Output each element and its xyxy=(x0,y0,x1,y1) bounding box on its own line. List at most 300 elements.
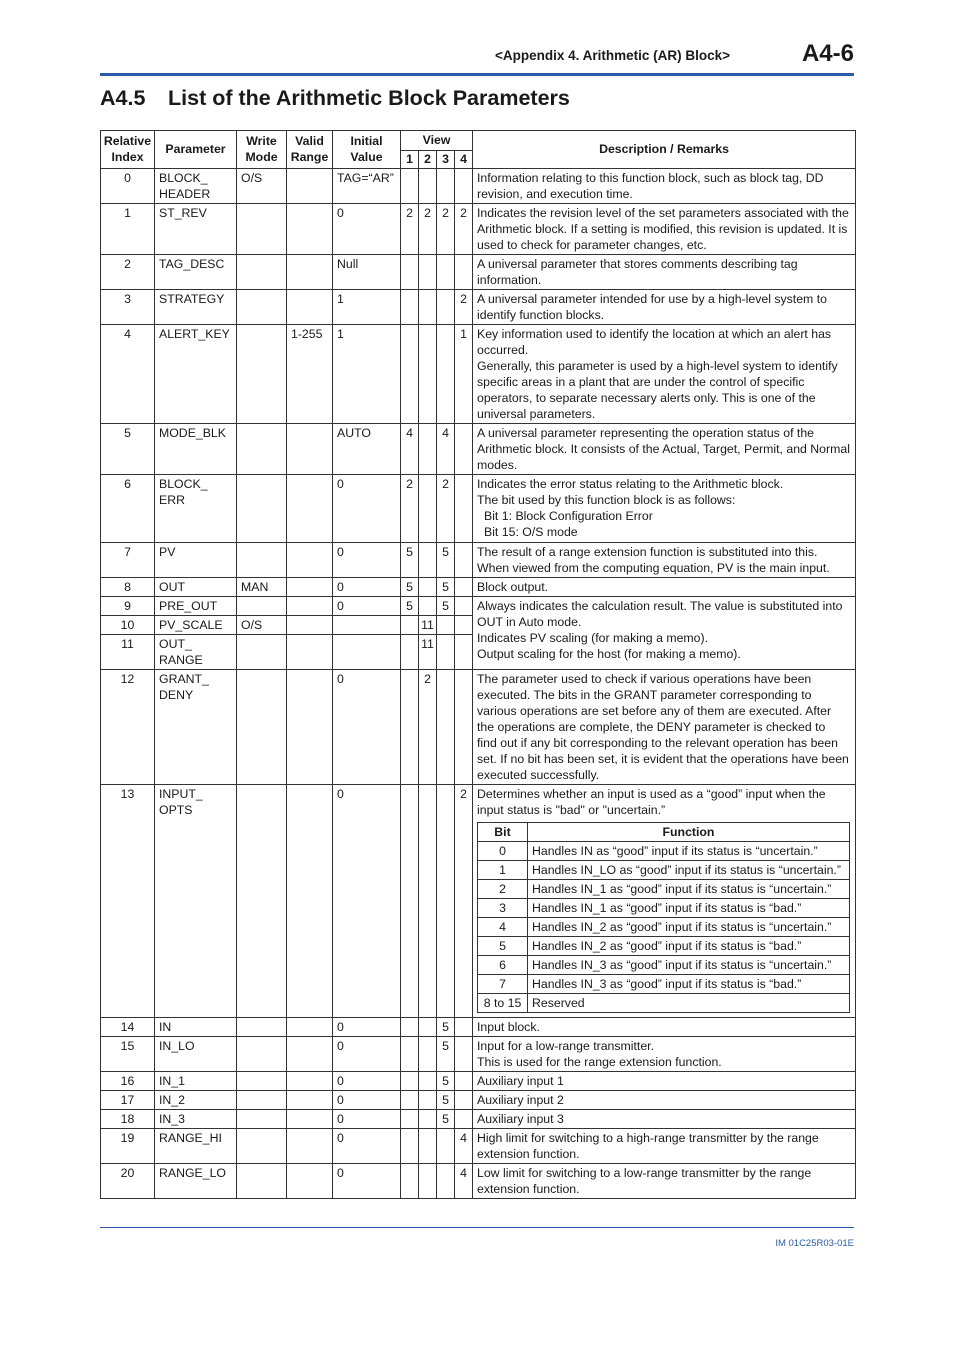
cell-parameter xyxy=(155,1018,237,1037)
cell-description xyxy=(473,1037,856,1072)
cell-initial-value: Null xyxy=(333,254,401,289)
bit-table-row xyxy=(478,975,850,994)
cell-initial-value: 0 xyxy=(333,596,401,615)
desc-line: Generally, this parameter is used by a high-level system to identify xyxy=(477,358,838,373)
table-row xyxy=(101,254,856,289)
desc-line: RANGE xyxy=(159,652,203,667)
cell-view-3: 5 xyxy=(437,542,455,577)
cell-index: 9 xyxy=(101,596,155,615)
bit-function: Handles IN_1 as “good” input if its status is “bad.” xyxy=(528,899,850,918)
cell-initial-value: 0 xyxy=(333,577,401,596)
cell-view-1: 5 xyxy=(401,577,419,596)
cell-write-mode xyxy=(237,254,287,289)
cell-view-4 xyxy=(455,1037,473,1072)
cell-write-mode xyxy=(237,203,287,254)
cell-view-3 xyxy=(437,168,455,203)
cell-write-mode xyxy=(237,474,287,542)
cell-view-4: 4 xyxy=(455,1164,473,1199)
cell-description xyxy=(473,577,856,596)
section-number: A4.5 xyxy=(100,86,146,110)
running-header-title: <Appendix 4. Arithmetic (AR) Block> xyxy=(494,48,730,63)
cell-description xyxy=(473,203,856,254)
section-title-text: List of the Arithmetic Block Parameters xyxy=(168,86,570,110)
cell-valid-range: 1-255 xyxy=(287,324,333,423)
cell-valid-range xyxy=(287,254,333,289)
cell-valid-range xyxy=(287,1164,333,1199)
bit-table-row xyxy=(478,861,850,880)
cell-write-mode xyxy=(237,1110,287,1129)
cell-write-mode xyxy=(237,289,287,324)
bit-function: Handles IN_2 as “good” input if its status is “bad.” xyxy=(528,937,850,956)
bit-function: Handles IN_2 as “good” input if its status is “uncertain.” xyxy=(528,918,850,937)
cell-write-mode xyxy=(237,1164,287,1199)
desc-line: specific areas in a plant that are under the control of specific xyxy=(477,374,805,389)
desc-line: IN xyxy=(159,1020,172,1034)
cell-view-3 xyxy=(437,615,455,634)
cell-parameter xyxy=(155,1072,237,1091)
desc-line: extension function. xyxy=(477,1182,580,1196)
bit-table-row xyxy=(478,842,850,861)
cell-description xyxy=(473,324,856,423)
desc-line: the operations are complete, the DENY parameter is checked to xyxy=(477,719,826,734)
cell-view-4 xyxy=(455,254,473,289)
desc-line: GRANT_ xyxy=(159,671,209,686)
cell-index: 19 xyxy=(101,1129,155,1164)
cell-parameter xyxy=(155,669,237,784)
desc-line: OUT in Auto mode. xyxy=(477,614,582,629)
cell-valid-range xyxy=(287,669,333,784)
desc-line: BLOCK_ xyxy=(159,476,208,491)
cell-view-2 xyxy=(419,254,437,289)
col-header-view-4: 4 xyxy=(455,150,473,168)
cell-index: 7 xyxy=(101,542,155,577)
desc-line: operators, to separate necessary alerts only. This is one of the xyxy=(477,390,816,405)
desc-line: universal parameters. xyxy=(477,406,596,421)
desc-line: The bit used by this function block is as follows: xyxy=(477,492,736,507)
cell-view-2 xyxy=(419,596,437,615)
desc-line: The parameter used to check if various operations have been xyxy=(477,671,812,686)
cell-view-1: 5 xyxy=(401,542,419,577)
cell-view-2 xyxy=(419,1091,437,1110)
cell-parameter xyxy=(155,542,237,577)
desc-line: This is used for the range extension function. xyxy=(477,1055,722,1069)
bit-number: 7 xyxy=(478,975,528,994)
desc-line: High limit for switching to a high-range transmitter by the range xyxy=(477,1131,819,1145)
desc-line: used to check for parameter changes, etc. xyxy=(477,237,707,252)
cell-initial-value: 0 xyxy=(333,1018,401,1037)
desc-line: Indicates the revision level of the set parameters associated with the xyxy=(477,205,849,220)
desc-line: Key information used to identify the location at which an alert has xyxy=(477,326,832,341)
cell-view-1: 2 xyxy=(401,474,419,542)
cell-view-4 xyxy=(455,168,473,203)
cell-view-3 xyxy=(437,1129,455,1164)
cell-valid-range xyxy=(287,1018,333,1037)
cell-write-mode xyxy=(237,1129,287,1164)
cell-view-2: 11 xyxy=(419,615,437,634)
table-row xyxy=(101,784,856,1018)
cell-view-1 xyxy=(401,1091,419,1110)
cell-description xyxy=(473,1110,856,1129)
cell-parameter xyxy=(155,1091,237,1110)
cell-view-3: 5 xyxy=(437,1110,455,1129)
col-header-write-mode: Write Mode xyxy=(237,131,287,169)
table-row xyxy=(101,474,856,542)
cell-view-4 xyxy=(455,1072,473,1091)
cell-index: 11 xyxy=(101,634,155,669)
cell-view-1: 5 xyxy=(401,596,419,615)
desc-line: modes. xyxy=(477,457,518,472)
cell-parameter xyxy=(155,615,237,634)
cell-view-1 xyxy=(401,1110,419,1129)
cell-parameter xyxy=(155,254,237,289)
cell-index: 12 xyxy=(101,669,155,784)
desc-line: Input block. xyxy=(477,1020,540,1034)
cell-description xyxy=(473,1164,856,1199)
table-row xyxy=(101,1037,856,1072)
desc-line: OUT_ xyxy=(159,636,192,651)
parameter-table xyxy=(100,130,856,1199)
desc-line: STRATEGY xyxy=(159,291,225,306)
cell-parameter xyxy=(155,634,237,669)
desc-line: The result of a range extension function is substituted into this. xyxy=(477,544,818,559)
cell-write-mode xyxy=(237,423,287,474)
desc-line: input status is "bad" or "uncertain.” xyxy=(477,802,666,817)
cell-view-4 xyxy=(455,577,473,596)
cell-description xyxy=(473,784,856,1018)
cell-description xyxy=(473,542,856,577)
desc-line: Block output. xyxy=(477,579,549,594)
table-row xyxy=(101,542,856,577)
desc-line: various operations are set before any of them are executed. After xyxy=(477,703,832,718)
page-number: A4-6 xyxy=(801,40,854,67)
desc-line: Arithmetic block. If a setting is modified, this revision is updated. It is xyxy=(477,221,848,236)
cell-valid-range xyxy=(287,634,333,669)
col-header-view-1: 1 xyxy=(401,150,419,168)
cell-view-4 xyxy=(455,474,473,542)
cell-view-2 xyxy=(419,1164,437,1199)
cell-view-3 xyxy=(437,669,455,784)
desc-line: IN_LO xyxy=(159,1039,195,1053)
desc-line: find out if any bit corresponding to the relevant operation has been xyxy=(477,735,838,750)
cell-index: 20 xyxy=(101,1164,155,1199)
desc-line: RANGE_LO xyxy=(159,1166,226,1180)
cell-description xyxy=(473,1018,856,1037)
cell-view-3: 5 xyxy=(437,1091,455,1110)
cell-write-mode xyxy=(237,1091,287,1110)
cell-view-3 xyxy=(437,634,455,669)
cell-valid-range xyxy=(287,168,333,203)
cell-parameter xyxy=(155,784,237,1018)
cell-parameter xyxy=(155,596,237,615)
cell-view-2 xyxy=(419,324,437,423)
cell-write-mode xyxy=(237,596,287,615)
cell-view-2 xyxy=(419,474,437,542)
cell-view-4 xyxy=(455,596,473,615)
cell-view-2 xyxy=(419,168,437,203)
cell-initial-value: 1 xyxy=(333,289,401,324)
cell-view-1 xyxy=(401,1129,419,1164)
cell-view-4 xyxy=(455,669,473,784)
cell-initial-value: 1 xyxy=(333,324,401,423)
cell-index: 6 xyxy=(101,474,155,542)
cell-parameter xyxy=(155,168,237,203)
desc-line: OPTS xyxy=(159,802,193,817)
bit-col-header: Bit xyxy=(478,822,528,842)
cell-description xyxy=(473,474,856,542)
cell-view-1 xyxy=(401,289,419,324)
cell-initial-value: 0 xyxy=(333,1110,401,1129)
cell-view-2 xyxy=(419,423,437,474)
cell-valid-range xyxy=(287,596,333,615)
cell-view-4 xyxy=(455,615,473,634)
desc-line: HEADER xyxy=(159,186,211,201)
cell-view-1 xyxy=(401,615,419,634)
cell-view-4 xyxy=(455,1110,473,1129)
cell-view-3: 5 xyxy=(437,1072,455,1091)
cell-parameter xyxy=(155,1110,237,1129)
col-header-view-2: 2 xyxy=(419,150,437,168)
header-rule xyxy=(100,73,854,76)
col-header-view: View xyxy=(401,131,473,151)
cell-description xyxy=(473,1072,856,1091)
cell-view-3: 2 xyxy=(437,203,455,254)
cell-view-3 xyxy=(437,289,455,324)
cell-index: 14 xyxy=(101,1018,155,1037)
cell-initial-value xyxy=(333,615,401,634)
cell-initial-value: 0 xyxy=(333,1072,401,1091)
cell-index: 10 xyxy=(101,615,155,634)
cell-parameter xyxy=(155,324,237,423)
cell-initial-value: 0 xyxy=(333,784,401,1018)
cell-view-1 xyxy=(401,669,419,784)
col-header-index: Relative Index xyxy=(101,131,155,169)
cell-view-2 xyxy=(419,1072,437,1091)
cell-view-3: 5 xyxy=(437,577,455,596)
cell-parameter xyxy=(155,474,237,542)
cell-view-4: 1 xyxy=(455,324,473,423)
desc-line: Auxiliary input 1 xyxy=(477,1074,564,1088)
cell-valid-range xyxy=(287,542,333,577)
cell-view-2 xyxy=(419,1129,437,1164)
bit-table-row xyxy=(478,937,850,956)
cell-initial-value: 0 xyxy=(333,1164,401,1199)
cell-view-2 xyxy=(419,1110,437,1129)
col-header-parameter: Parameter xyxy=(155,131,237,169)
table-row xyxy=(101,1072,856,1091)
cell-view-4 xyxy=(455,423,473,474)
cell-write-mode xyxy=(237,542,287,577)
desc-line: executed. The bits in the GRANT parameter corresponding to xyxy=(477,687,812,702)
desc-line: Determines whether an input is used as a “good” input when the xyxy=(477,786,826,801)
cell-write-mode xyxy=(237,324,287,423)
bit-number: 1 xyxy=(478,861,528,880)
cell-initial-value: 0 xyxy=(333,542,401,577)
cell-index: 18 xyxy=(101,1110,155,1129)
cell-initial-value: AUTO xyxy=(333,423,401,474)
bit-number: 3 xyxy=(478,899,528,918)
cell-initial-value: 0 xyxy=(333,474,401,542)
desc-line: occurred. xyxy=(477,342,529,357)
table-row xyxy=(101,423,856,474)
bit-table-row xyxy=(478,994,850,1013)
cell-view-1 xyxy=(401,168,419,203)
cell-view-4: 2 xyxy=(455,289,473,324)
desc-line: set. If no bit has been set, it is evident that the operations have been xyxy=(477,751,849,766)
cell-view-2: 2 xyxy=(419,203,437,254)
desc-line: ERR xyxy=(159,492,185,507)
desc-line: Indicates the error status relating to the Arithmetic block. xyxy=(477,476,784,491)
table-row xyxy=(101,669,856,784)
desc-line: PRE_OUT xyxy=(159,598,218,613)
cell-description xyxy=(473,669,856,784)
cell-valid-range xyxy=(287,423,333,474)
desc-line: PV_SCALE xyxy=(159,617,223,632)
bit-function-table xyxy=(477,822,850,1014)
cell-initial-value: 0 xyxy=(333,1091,401,1110)
col-header-valid-range: Valid Range xyxy=(287,131,333,169)
cell-valid-range xyxy=(287,203,333,254)
desc-line: INPUT_ xyxy=(159,786,203,801)
cell-initial-value: 0 xyxy=(333,1129,401,1164)
cell-view-1 xyxy=(401,254,419,289)
table-row xyxy=(101,577,856,596)
desc-line: A universal parameter intended for use by a high-level system to xyxy=(477,291,827,306)
bit-table-row xyxy=(478,918,850,937)
bit-table-row xyxy=(478,899,850,918)
desc-line: IN_1 xyxy=(159,1074,185,1088)
cell-write-mode xyxy=(237,1037,287,1072)
cell-initial-value: 0 xyxy=(333,669,401,784)
cell-valid-range xyxy=(287,784,333,1018)
cell-initial-value xyxy=(333,634,401,669)
cell-write-mode xyxy=(237,1072,287,1091)
cell-view-4 xyxy=(455,634,473,669)
table-row xyxy=(101,168,856,203)
cell-index: 0 xyxy=(101,168,155,203)
cell-view-2 xyxy=(419,577,437,596)
cell-parameter xyxy=(155,203,237,254)
desc-line: Low limit for switching to a low-range transmitter by the range xyxy=(477,1166,812,1180)
cell-description xyxy=(473,168,856,203)
cell-view-2 xyxy=(419,784,437,1018)
cell-valid-range xyxy=(287,1110,333,1129)
cell-index: 2 xyxy=(101,254,155,289)
cell-write-mode xyxy=(237,784,287,1018)
cell-view-1 xyxy=(401,634,419,669)
desc-line: Arithmetic block. It consists of the Actual, Target, Permit, and Normal xyxy=(477,441,850,456)
bit-number: 2 xyxy=(478,880,528,899)
cell-initial-value: 0 xyxy=(333,203,401,254)
cell-valid-range xyxy=(287,289,333,324)
cell-view-2: 11 xyxy=(419,634,437,669)
cell-view-2: 2 xyxy=(419,669,437,784)
cell-view-2 xyxy=(419,1018,437,1037)
cell-view-4: 2 xyxy=(455,784,473,1018)
cell-parameter xyxy=(155,1129,237,1164)
cell-view-1 xyxy=(401,784,419,1018)
cell-valid-range xyxy=(287,1091,333,1110)
desc-line: BLOCK_ xyxy=(159,170,208,185)
cell-description xyxy=(473,254,856,289)
desc-line: IN_3 xyxy=(159,1112,185,1126)
desc-line: TAG_DESC xyxy=(159,256,225,271)
desc-line: Information relating to this function block, such as block tag, DD xyxy=(477,170,824,185)
cell-initial-value: TAG=“AR” xyxy=(333,168,401,203)
cell-description xyxy=(473,1091,856,1110)
cell-view-3 xyxy=(437,254,455,289)
cell-description xyxy=(473,423,856,474)
desc-line: Bit 1: Block Configuration Error xyxy=(484,508,653,523)
cell-valid-range xyxy=(287,1129,333,1164)
cell-view-3 xyxy=(437,324,455,423)
desc-line: Input for a low-range transmitter. xyxy=(477,1039,655,1053)
cell-view-1 xyxy=(401,324,419,423)
cell-write-mode: O/S xyxy=(237,168,287,203)
cell-view-4: 4 xyxy=(455,1129,473,1164)
desc-line: Output scaling for the host (for making a memo). xyxy=(477,646,741,661)
cell-view-3 xyxy=(437,784,455,1018)
bit-function: Reserved xyxy=(528,994,850,1013)
cell-write-mode: MAN xyxy=(237,577,287,596)
table-row xyxy=(101,1164,856,1199)
table-row xyxy=(101,1018,856,1037)
cell-parameter xyxy=(155,289,237,324)
cell-view-3: 2 xyxy=(437,474,455,542)
cell-parameter xyxy=(155,1037,237,1072)
bit-table-row xyxy=(478,880,850,899)
desc-line: Auxiliary input 3 xyxy=(477,1112,564,1126)
bit-function: Handles IN_3 as “good” input if its status is “uncertain.” xyxy=(528,956,850,975)
bit-number: 4 xyxy=(478,918,528,937)
bit-function: Handles IN_1 as “good” input if its status is “uncertain.” xyxy=(528,880,850,899)
cell-index: 15 xyxy=(101,1037,155,1072)
cell-index: 3 xyxy=(101,289,155,324)
bit-table-header-row xyxy=(478,822,850,842)
cell-index: 17 xyxy=(101,1091,155,1110)
desc-line: DENY xyxy=(159,687,194,702)
desc-line: A universal parameter that stores comments describing tag xyxy=(477,256,798,271)
desc-line: MODE_BLK xyxy=(159,425,226,440)
cell-index: 16 xyxy=(101,1072,155,1091)
bit-number: 8 to 15 xyxy=(478,994,528,1013)
section-title xyxy=(100,86,570,111)
cell-write-mode: O/S xyxy=(237,615,287,634)
desc-line: OUT xyxy=(159,579,185,594)
table-row xyxy=(101,203,856,254)
col-header-initial-value: Initial Value xyxy=(333,131,401,169)
cell-index: 5 xyxy=(101,423,155,474)
cell-parameter xyxy=(155,577,237,596)
cell-view-2 xyxy=(419,289,437,324)
desc-line: identify function blocks. xyxy=(477,307,605,322)
desc-line: executed successfully. xyxy=(477,767,600,782)
cell-description xyxy=(473,289,856,324)
col-header-view-3: 3 xyxy=(437,150,455,168)
desc-line: extension function. xyxy=(477,1147,580,1161)
footer-rule xyxy=(100,1227,854,1228)
bit-number: 6 xyxy=(478,956,528,975)
table-row xyxy=(101,596,856,615)
cell-view-3: 5 xyxy=(437,1018,455,1037)
table-row xyxy=(101,324,856,423)
cell-view-1: 2 xyxy=(401,203,419,254)
cell-index: 4 xyxy=(101,324,155,423)
cell-view-2 xyxy=(419,1037,437,1072)
cell-view-4 xyxy=(455,542,473,577)
cell-valid-range xyxy=(287,1037,333,1072)
document-code: IM 01C25R03-01E xyxy=(775,1238,854,1249)
table-row xyxy=(101,1110,856,1129)
